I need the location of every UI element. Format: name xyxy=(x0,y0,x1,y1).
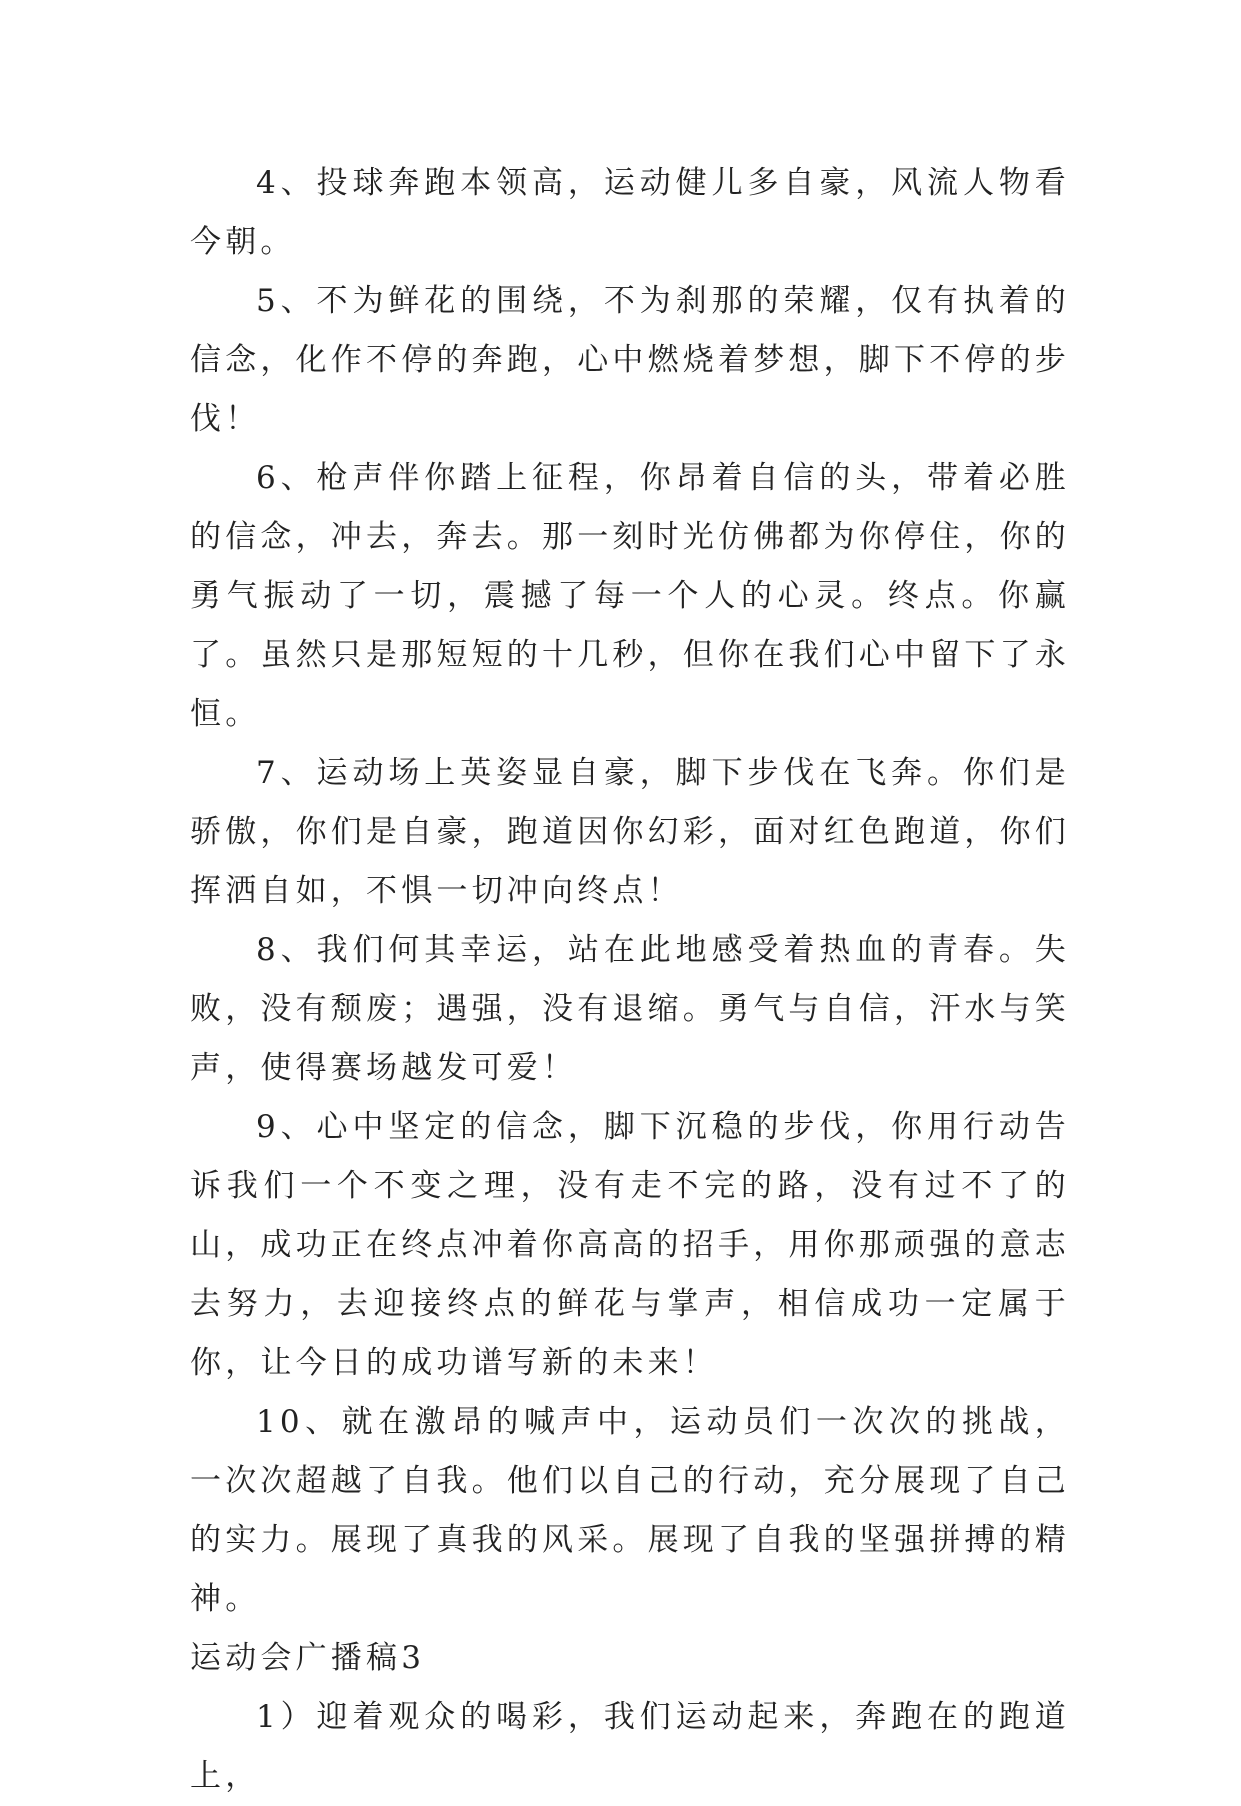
paragraph-10: 10、就在激昂的喊声中，运动员们一次次的挑战，一次次超越了自我。他们以自己的行动，充分展现了自己的实力。展现了真我的风采。展现了自我的坚强拼搏的精神。 xyxy=(190,1404,1070,1617)
paragraph-9: 9、心中坚定的信念，脚下沉稳的步伐，你用行动告诉我们一个不变之理，没有走不完的路，没有过不了的山，成功正在终点冲着你高高的招手，用你那顽强的意志去努力，去迎接终点的鲜花与掌声，相信成功一定属于你，让今日的成功谱写新的未来！ xyxy=(190,1109,1070,1381)
paragraph-4: 4、投球奔跑本领高，运动健儿多自豪，风流人物看今朝。 xyxy=(190,165,1070,260)
section-heading: 运动会广播稿3 xyxy=(190,1640,426,1676)
paragraph-1-next-section: 1）迎着观众的喝彩，我们运动起来，奔跑在的跑道上， xyxy=(190,1699,1070,1794)
paragraph-5: 5、不为鲜花的围绕，不为刹那的荣耀，仅有执着的信念，化作不停的奔跑，心中燃烧着梦想，脚下不停的步伐！ xyxy=(190,283,1070,437)
paragraph-8: 8、我们何其幸运，站在此地感受着热血的青春。失败，没有颓废；遇强，没有退缩。勇气与自信，汗水与笑声，使得赛场越发可爱！ xyxy=(190,932,1070,1086)
document-body xyxy=(190,154,1070,1806)
paragraph-6: 6、枪声伴你踏上征程，你昂着自信的头，带着必胜的信念，冲去，奔去。那一刻时光仿佛都为你停住，你的勇气振动了一切，震撼了每一个人的心灵。终点。你赢了。虽然只是那短短的十几秒，但你在我们心中留下了永恒。 xyxy=(190,460,1070,732)
paragraph-7: 7、运动场上英姿显自豪，脚下步伐在飞奔。你们是骄傲，你们是自豪，跑道因你幻彩，面对红色跑道，你们挥洒自如，不惧一切冲向终点！ xyxy=(190,755,1070,909)
